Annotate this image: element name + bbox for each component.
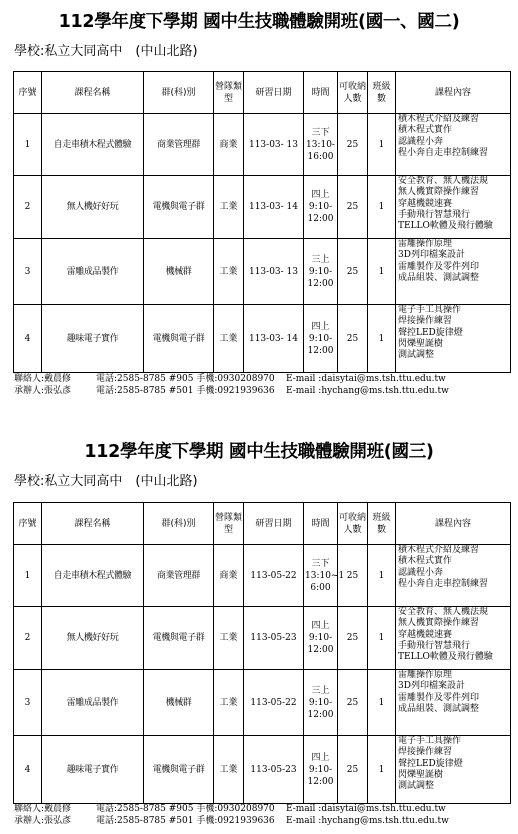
session-date: 113-05-22 [244,545,304,607]
content-item: 手動飛行智慧飛行 [398,640,471,651]
content-item: 3D列印檔案設計 [398,250,465,261]
course-name: 無人機好好玩 [42,607,144,670]
header-date: 研習日期 [244,503,304,545]
time-line: 四上 [311,190,330,200]
time-line: 12:00 [307,278,334,289]
camp-type: 商業 [214,114,244,176]
contact-phone: 電話:2585-8785 #905 手機:0930208970 [96,804,275,814]
course-content [396,239,511,305]
header-type: 營隊類型 [214,72,244,114]
course-content [396,114,511,176]
time-line: 四上 [311,752,330,763]
contact-email: E-mail :daisytai@ms.tsh.ttu.edu.tw [286,804,446,814]
contact-role: 承辦人:張弘彥 [14,816,72,826]
content-item: 認識程小奔 [398,136,444,147]
capacity: 25 [338,114,368,176]
course-name: 趣味電子實作 [42,736,144,804]
content-item: 成品組裝、測試調整 [398,703,480,714]
time-line: 13:10~1 [305,570,345,581]
time-line: 6:00 [310,582,331,593]
header-capacity: 可收納人數 [338,503,368,545]
content-item: 閃爍聖誕樹 [398,338,444,349]
row-number: 1 [14,545,42,607]
class-count: 1 [368,545,396,607]
course-content [396,607,511,670]
content-item: 測試調整 [398,781,435,792]
content-item: 手動飛行智慧飛行 [398,209,471,220]
camp-type: 工業 [214,176,244,239]
camp-type: 工業 [214,239,244,305]
row-number: 3 [14,239,42,305]
table-row [14,305,511,373]
table-row [14,176,511,239]
capacity: 25 [338,607,368,670]
header-course: 課程名稱 [42,72,144,114]
content-item: 測試調整 [398,350,435,361]
content-item: 聲控LED旋律燈 [398,327,463,338]
time-line: 三下 [311,127,330,138]
content-item: 積木程式介紹及練習 [398,114,480,124]
group-name: 電機與電子群 [144,736,214,804]
contact-phone: 電話:2585-8785 #501 手機:0921939636 [96,386,275,396]
header-group: 群(科)別 [144,72,214,114]
content-item: 穿越機競速賽 [398,629,453,640]
content-item: 3D列印檔案設計 [398,681,465,692]
content-item: 雷雕操作原理 [398,239,453,249]
group-name: 電機與電子群 [144,305,214,373]
time-line: 12:00 [307,214,334,224]
row-number: 2 [14,607,42,670]
course-content [396,176,511,239]
content-item: TELLO軟體及飛行體驗 [398,652,493,663]
content-item: 焊接操作練習 [398,316,453,327]
table-header-row [14,72,511,114]
table-row [14,670,511,736]
course-table [13,71,511,373]
content-item: 聲控LED旋律燈 [398,758,463,769]
content-item: 焊接操作練習 [398,747,453,758]
content-item: TELLO軟體及飛行體驗 [398,221,493,232]
table-header-row [14,503,511,545]
header-course: 課程名稱 [42,503,144,545]
time-line: 9:10- [308,764,333,775]
time-line: 9:10- [308,633,333,643]
course-content [396,305,511,373]
content-item: 電子手工具操作 [398,305,462,315]
contact-line [14,385,486,397]
course-name: 自走車積木程式體驗 [42,545,144,607]
contact-block [14,803,486,827]
class-count: 1 [368,305,396,373]
capacity: 25 [338,176,368,239]
header-no: 序號 [14,72,42,114]
content-item: 雷雕操作原理 [398,670,453,680]
time-line: 9:10- [308,202,333,212]
session-date: 113-05-22 [244,670,304,736]
row-number: 2 [14,176,42,239]
time-line: 四上 [311,321,330,332]
capacity: 25 [338,670,368,736]
content-item: 無人機實際操作練習 [398,187,480,198]
table-row [14,545,511,607]
class-count: 1 [368,239,396,305]
course-content [396,670,511,736]
header-type: 營隊類型 [214,503,244,545]
contact-line [14,803,486,815]
header-classes: 班級數 [368,503,396,545]
time-line: 9:10- [308,266,333,277]
row-number: 1 [14,114,42,176]
header-content: 課程內容 [396,72,511,114]
class-count: 1 [368,607,396,670]
group-name: 電機與電子群 [144,176,214,239]
contact-block [14,373,486,397]
course-table [13,502,511,804]
class-count: 1 [368,114,396,176]
contact-email: E-mail :hychang@ms.tsh.ttu.edu.tw [286,816,449,826]
course-name: 無人機好好玩 [42,176,144,239]
group-name: 電機與電子群 [144,607,214,670]
content-item: 雷雕製作及零件列印 [398,261,480,272]
contact-role: 聯絡人:戴晨修 [14,804,72,814]
session-time [304,670,338,736]
group-name: 機械群 [144,670,214,736]
header-group: 群(科)別 [144,503,214,545]
contact-line [14,373,486,385]
group-name: 商業管理群 [144,114,214,176]
contact-line [14,815,486,827]
course-content [396,545,511,607]
row-number: 3 [14,670,42,736]
session-time [304,239,338,305]
content-item: 積木程式實作 [398,556,453,567]
header-time: 時間 [304,72,338,114]
content-item: 雷雕製作及零件列印 [398,692,480,703]
table-row [14,239,511,305]
course-name: 趣味電子實作 [42,305,144,373]
contact-email: E-mail :daisytai@ms.tsh.ttu.edu.tw [286,374,446,384]
contact-email: E-mail :hychang@ms.tsh.ttu.edu.tw [286,386,449,396]
time-line: 三上 [311,685,330,696]
content-item: 無人機實際操作練習 [398,618,480,629]
content-item: 程小奔自走車控制練習 [398,147,489,158]
content-item: 穿越機競速賽 [398,198,453,209]
course-name: 雷雕成品製作 [42,670,144,736]
camp-type: 工業 [214,607,244,670]
contact-role: 承辦人:張弘彥 [14,386,72,396]
session-date: 113-03- 13 [244,239,304,305]
content-item: 成品組裝、測試調整 [398,272,480,283]
session-time [304,736,338,804]
time-line: 13:10- [306,139,335,150]
content-item: 認識程小奔 [398,567,444,578]
contact-phone: 電話:2585-8785 #501 手機:0921939636 [96,816,275,826]
time-line: 三上 [311,254,330,265]
group-name: 機械群 [144,239,214,305]
capacity: 25 [338,736,368,804]
session-time [304,114,338,176]
time-line: 四上 [311,621,330,631]
session-date: 113-05-23 [244,736,304,804]
section-title: 112學年度下學期 國中生技職體驗開班(國一、國二) [58,12,460,32]
class-count: 1 [368,176,396,239]
course-name: 自走車積木程式體驗 [42,114,144,176]
course-name: 雷雕成品製作 [42,239,144,305]
header-classes: 班級數 [368,72,396,114]
camp-type: 商業 [214,545,244,607]
content-item: 閃爍聖誕樹 [398,769,444,780]
session-date: 113-03- 14 [244,305,304,373]
school-name: 學校:私立大同高中 (中山北路) [14,44,198,59]
header-capacity: 可收納人數 [338,72,368,114]
row-number: 4 [14,305,42,373]
content-item: 安全教育、無人機法規 [398,607,489,617]
group-name: 商業管理群 [144,545,214,607]
camp-type: 工業 [214,670,244,736]
table-row [14,736,511,804]
time-line: 12:00 [307,645,334,655]
header-time: 時間 [304,503,338,545]
time-line: 9:10- [308,333,333,344]
session-time [304,305,338,373]
content-item: 積木程式實作 [398,125,453,136]
contact-role: 聯絡人:戴晨修 [14,374,72,384]
capacity: 25 [338,239,368,305]
class-count: 1 [368,670,396,736]
table-row [14,114,511,176]
class-count: 1 [368,736,396,804]
section-title: 112學年度下學期 國中生技職體驗開班(國三) [84,442,434,462]
session-date: 113-03- 14 [244,176,304,239]
content-item: 安全教育、無人機法規 [398,176,489,186]
session-date: 113-03- 13 [244,114,304,176]
school-name: 學校:私立大同高中 (中山北路) [14,474,198,489]
course-content [396,736,511,804]
contact-phone: 電話:2585-8785 #905 手機:0930208970 [96,374,275,384]
row-number: 4 [14,736,42,804]
session-time [304,545,345,607]
table-row [14,607,511,670]
session-time [304,607,338,670]
header-content: 課程內容 [396,503,511,545]
header-no: 序號 [14,503,42,545]
header-date: 研習日期 [244,72,304,114]
content-item: 電子手工具操作 [398,736,462,746]
content-item: 程小奔自走車控制練習 [398,578,489,589]
session-date: 113-05-23 [244,607,304,670]
time-line: 16:00 [307,151,334,162]
camp-type: 工業 [214,305,244,373]
time-line: 9:10- [308,697,333,708]
time-line: 12:00 [307,709,334,720]
capacity: 25 [338,305,368,373]
time-line: 三下 [311,558,330,569]
time-line: 12:00 [307,345,334,356]
session-time [304,176,338,239]
content-item: 積木程式介紹及練習 [398,545,480,555]
time-line: 12:00 [307,776,334,787]
camp-type: 工業 [214,736,244,804]
capacity: 25 [338,545,368,607]
